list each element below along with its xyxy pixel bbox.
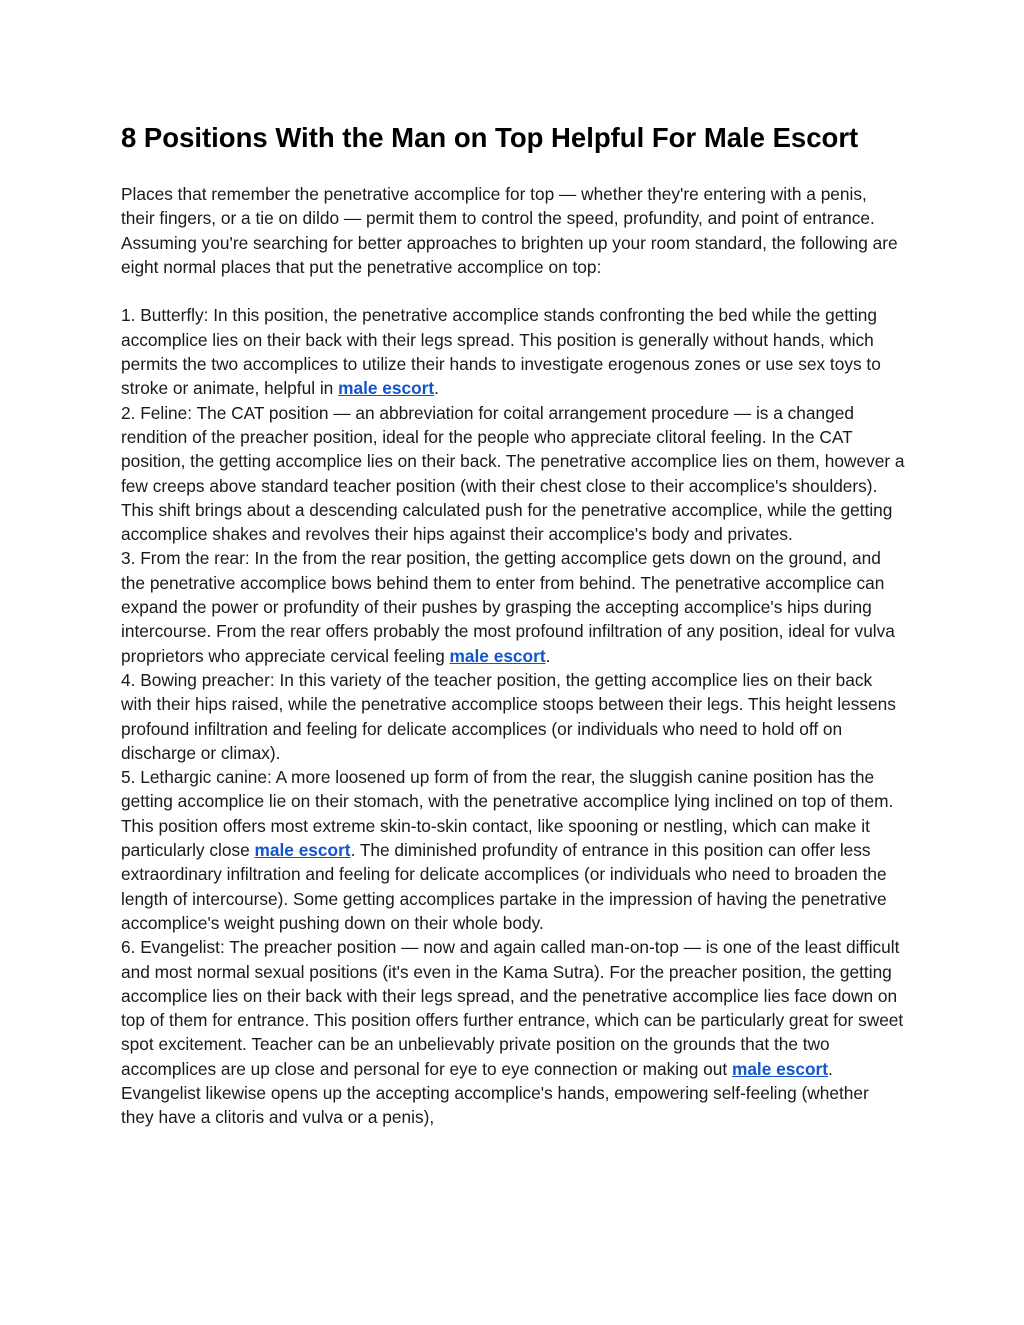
item-text: 1. Butterfly: In this position, the penetrative accomplice stands confronting the bed while the getting accomplice lies on their back with their legs spread. This position is generally without hands, which permits the two accomplices to utilize their hands to investigate erogenous zones or use sex toys to stroke or animate, helpful in bbox=[121, 305, 881, 399]
item-text: 6. Evangelist: The preacher position — now and again called man-on-top — is one of the least difficult and most normal sexual positions (it's even in the Kama Sutra). For the preacher position, the getting accomplice lies on their back with their legs spread, and the penetrative accomplice lies face down on top of them for entrance. This position offers further entrance, which can be particularly great for sweet spot excitement. Teacher can be an unbelievably private position on the grounds that the two accomplices are up close and personal for eye to eye connection or making out bbox=[121, 937, 904, 1079]
male-escort-link[interactable]: male escort bbox=[731, 1058, 829, 1079]
list-item-lethargic-canine bbox=[121, 765, 905, 935]
document-body bbox=[121, 118, 905, 1130]
male-escort-link[interactable]: male escort bbox=[254, 840, 351, 861]
document-title: 8 Positions With the Man on Top Helpful For Male Escort bbox=[121, 122, 859, 153]
item-text: 3. From the rear: In the from the rear position, the getting accomplice gets down on the ground, and the penetrative accomplice bows behind them to enter from behind. The penetrative accomplice can expand the power or profundity of their pushes by grasping the accepting accomplice's hips during intercourse. From the rear offers probably the most profound infiltration of any position, ideal for vulva proprietors who appreciate cervical feeling bbox=[121, 548, 895, 666]
male-escort-link[interactable]: male escort bbox=[449, 645, 546, 666]
item-text: 2. Feline: The CAT position — an abbreviation for coital arrangement procedure — is a changed rendition of the preacher position, ideal for the people who appreciate clitoral feeling. In the CAT position, the getting accomplice lies on their back. The penetrative accomplice lies on them, however a few creeps above standard teacher position (with their chest close to their accomplice's shoulders). This shift brings about a descending calculated push for the penetrative accomplice, while the getting accomplice shakes and revolves their hips against their accomplice's body and privates. bbox=[121, 402, 905, 545]
list-item-bowing-preacher bbox=[121, 668, 905, 765]
male-escort-link[interactable]: male escort bbox=[338, 378, 435, 399]
intro-paragraph: Places that remember the penetrative accomplice for top — whether they're entering with a penis, their fingers, or a tie on dildo — permit them to control the speed, profundity, and point of entrance. Assuming you're searching for better approaches to brighten up your room standard, the following are eight normal places that put the penetrative accomplice on top: bbox=[121, 184, 898, 277]
list-item-from-the-rear bbox=[121, 546, 905, 667]
item-text: 5. Lethargic canine: A more loosened up form of from the rear, the sluggish canine position has the getting accomplice lie on their stomach, with the penetrative accomplice lying inclined on top of them. This position offers most extreme skin-to-skin contact, like spooning or nestling, which can make it particularly close bbox=[121, 767, 894, 861]
item-text-after: . bbox=[434, 378, 439, 399]
item-text-after: . Evangelist likewise opens up the accepting accomplice's hands, empowering self-feeling (whether they have a clitoris and vulva or a penis), bbox=[121, 1058, 869, 1128]
list-item-feline bbox=[121, 401, 905, 547]
positions-list bbox=[121, 303, 905, 1129]
item-text-after: . bbox=[545, 645, 551, 666]
item-text-after: . The diminished profundity of entrance in this position can offer less extraordinary infiltration and feeling for delicate accomplices (or individuals who need to broaden the length of intercourse). Some getting accomplices partake in the impression of having the penetrative accomplice's weight pushing down on their whole body. bbox=[121, 840, 887, 933]
item-text: 4. Bowing preacher: In this variety of the teacher position, the getting accomplice lies on their back with their hips raised, while the penetrative accomplice stoops between their legs. This height lessens profound infiltration and feeling for delicate accomplices (or individuals who need to hold off on discharge or climax). bbox=[121, 669, 896, 763]
list-item-evangelist bbox=[121, 935, 905, 1129]
list-item-butterfly bbox=[121, 303, 905, 400]
